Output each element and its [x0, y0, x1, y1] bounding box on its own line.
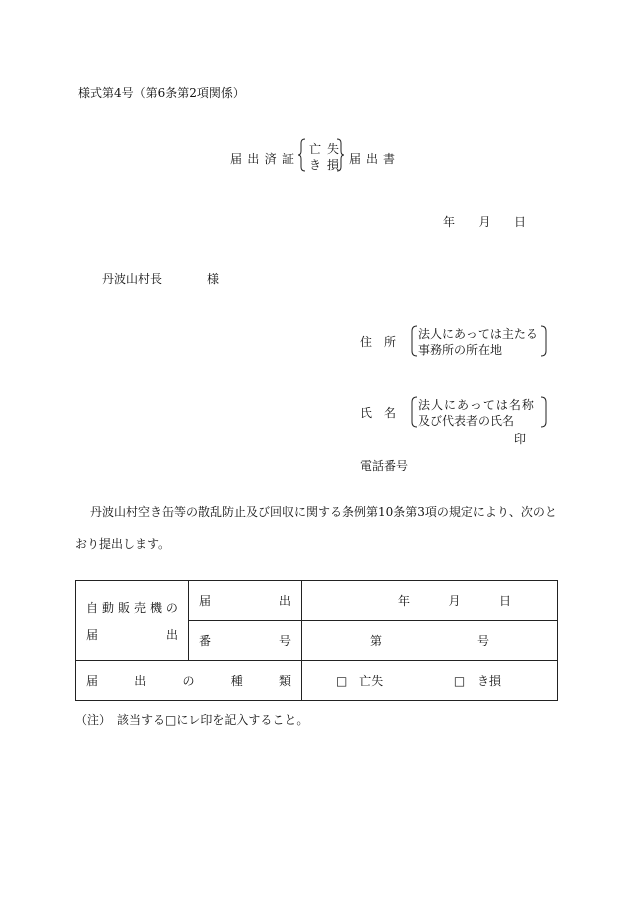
table-row [76, 581, 558, 621]
char: 出 [278, 594, 291, 608]
option-loss[interactable] [336, 672, 419, 689]
char: 販 [117, 600, 130, 615]
char: の [165, 600, 178, 615]
char: 種 [230, 674, 243, 688]
char: き [477, 674, 490, 688]
checkbox-loss[interactable]: □ [336, 674, 348, 688]
address-right-bracket-icon [540, 325, 548, 357]
char: 機 [149, 600, 162, 615]
title-brace-group [298, 138, 344, 172]
row1-year: 年 [398, 594, 411, 608]
addressee-name: 丹波山村長 [102, 272, 163, 286]
table-row [76, 661, 558, 701]
address-left-bracket-icon [410, 325, 418, 357]
left-brace-icon [298, 138, 306, 172]
char: 住 [360, 335, 373, 349]
address-note-line1: 法人にあっては主たる [418, 327, 538, 341]
date-year: 年 [443, 215, 456, 229]
right-brace-icon [336, 138, 344, 172]
name-left-bracket-icon [410, 396, 418, 428]
char: 届 [230, 152, 243, 166]
char: 失 [371, 674, 384, 688]
char: 類 [278, 674, 291, 688]
row1-month: 月 [448, 594, 461, 608]
vm-label-line1 [86, 599, 178, 616]
char: 出 [247, 152, 260, 166]
seal-mark: 印 [514, 432, 527, 446]
addressee-honorific: 様 [207, 272, 220, 286]
notification-table [75, 580, 558, 701]
form-number: 様式第4号（第6条第2項関係） [78, 86, 245, 100]
char: 亡 [359, 674, 372, 688]
char: 届 [199, 594, 212, 608]
char: 番 [199, 634, 212, 648]
checkbox-damage[interactable]: □ [453, 674, 466, 688]
date-month: 月 [478, 215, 491, 229]
phone-label: 電話番号 [360, 459, 409, 473]
title-brace-bottom: き損 [309, 158, 346, 172]
date-day: 日 [513, 215, 526, 229]
char: 自 [86, 600, 99, 615]
address-note-line2: 事務所の所在地 [418, 343, 503, 357]
row2-label-cell [189, 621, 302, 661]
char: 届 [349, 152, 362, 166]
char: 出 [165, 627, 178, 642]
char: 済 [264, 152, 277, 166]
name-note-line2: 及び代表者の氏名 [418, 414, 515, 428]
title-brace-top: 亡失 [309, 142, 346, 156]
char: 名 [383, 406, 396, 420]
char: 損 [489, 674, 502, 688]
char: 届 [86, 627, 99, 642]
body-text-line1: 丹波山村空き缶等の散乱防止及び回収に関する条例第10条第3項の規定により、次のと [90, 505, 557, 519]
vm-label-line2 [86, 626, 178, 643]
row1-day: 日 [498, 594, 511, 608]
name-label [360, 404, 396, 421]
char: 証 [281, 152, 294, 166]
row2-number-cell[interactable] [302, 621, 558, 661]
char: 届 [86, 674, 99, 688]
row2-go: 号 [476, 634, 489, 648]
row3-label-cell [76, 661, 302, 701]
row1-date-cell[interactable] [302, 581, 558, 621]
row1-label-cell [189, 581, 302, 621]
char: 動 [101, 600, 114, 615]
row3-options-cell [302, 661, 558, 701]
char: 氏 [360, 406, 373, 420]
char: 出 [365, 152, 378, 166]
char: 売 [133, 600, 146, 615]
char: 所 [383, 335, 396, 349]
footnote: （注） 該当する□にレ印を記入すること。 [75, 713, 309, 727]
address-label [360, 333, 396, 350]
body-text-line2: おり提出します。 [75, 537, 171, 551]
title-suffix [349, 150, 395, 167]
name-right-bracket-icon [540, 396, 548, 428]
row2-dai: 第 [370, 634, 383, 648]
title-prefix [230, 150, 294, 167]
char: 書 [382, 152, 395, 166]
name-note-line1: 法人にあっては名称 [418, 398, 535, 412]
vending-machine-label-cell [76, 581, 189, 661]
date-line [443, 213, 526, 230]
char: 号 [278, 634, 291, 648]
char: の [182, 674, 195, 688]
option-damage[interactable] [454, 672, 527, 689]
char: 出 [134, 674, 147, 688]
